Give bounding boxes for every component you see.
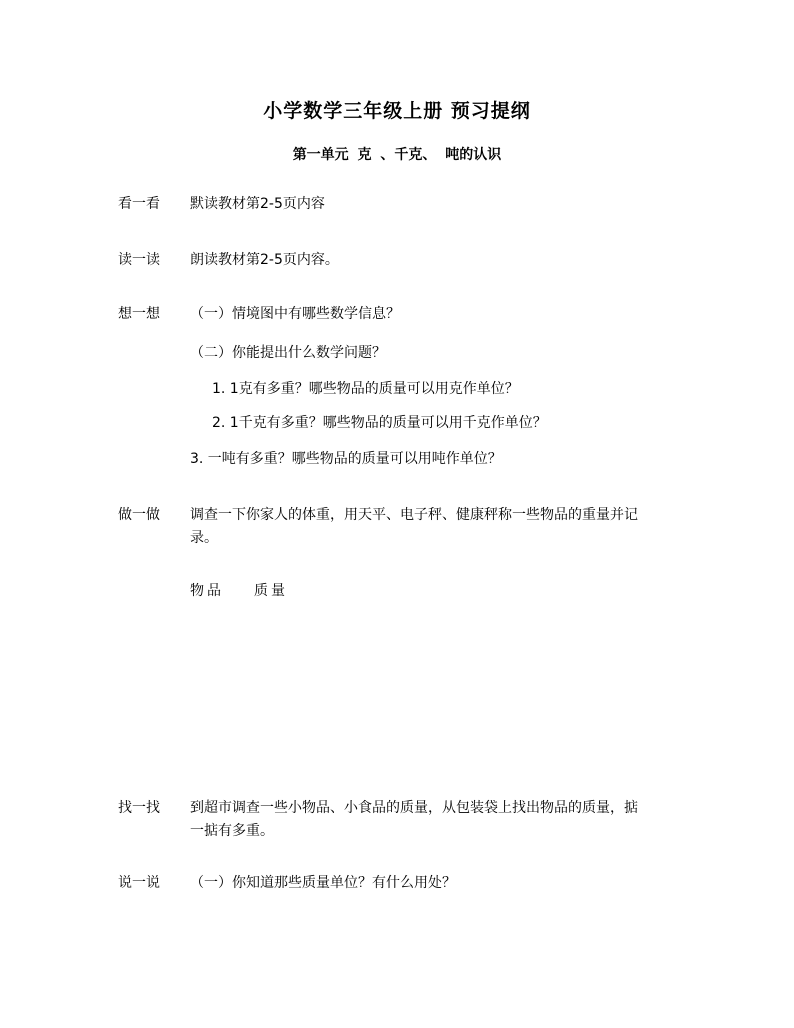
think-item-1: （一）情境图中有哪些数学信息？ — [190, 306, 400, 322]
section-do-text: 调查一下你家人的体重，用天平、电子秤、健康秤称一些物品的重量并记录。 — [190, 507, 638, 546]
unit-title: 第一单元 克 、千克、 吨的认识 — [292, 147, 502, 163]
think-item-2: （二）你能提出什么数学问题？ — [190, 345, 386, 361]
section-read-text: 朗读教材第2-5页内容。 — [190, 252, 339, 268]
section-read-label: 读一读 — [118, 252, 160, 268]
section-say-label: 说一说 — [118, 875, 160, 891]
section-look-text: 默读教材第2-5页内容 — [190, 196, 325, 212]
section-find-label: 找一找 — [118, 800, 160, 816]
table-header-item: 物品 — [190, 583, 224, 599]
think-item-5: 3. 一吨有多重？哪些物品的质量可以用吨作单位？ — [190, 451, 502, 467]
think-item-4: 2. 1千克有多重？哪些物品的质量可以用千克作单位？ — [212, 415, 547, 431]
say-item-1: （一）你知道那些质量单位？有什么用处？ — [190, 875, 456, 891]
section-look-label: 看一看 — [118, 196, 160, 212]
think-item-3: 1. 1克有多重？哪些物品的质量可以用克作单位？ — [212, 381, 519, 397]
section-do-label: 做一做 — [118, 507, 160, 523]
section-find-text: 到超市调查一些小物品、小食品的质量，从包装袋上找出物品的质量，掂一掂有多重。 — [190, 800, 638, 839]
page-title: 小学数学三年级上册 预习提纲 — [263, 100, 531, 122]
section-think-label: 想一想 — [118, 306, 160, 322]
record-table-header — [190, 581, 288, 601]
table-header-mass: 质量 — [254, 583, 288, 599]
